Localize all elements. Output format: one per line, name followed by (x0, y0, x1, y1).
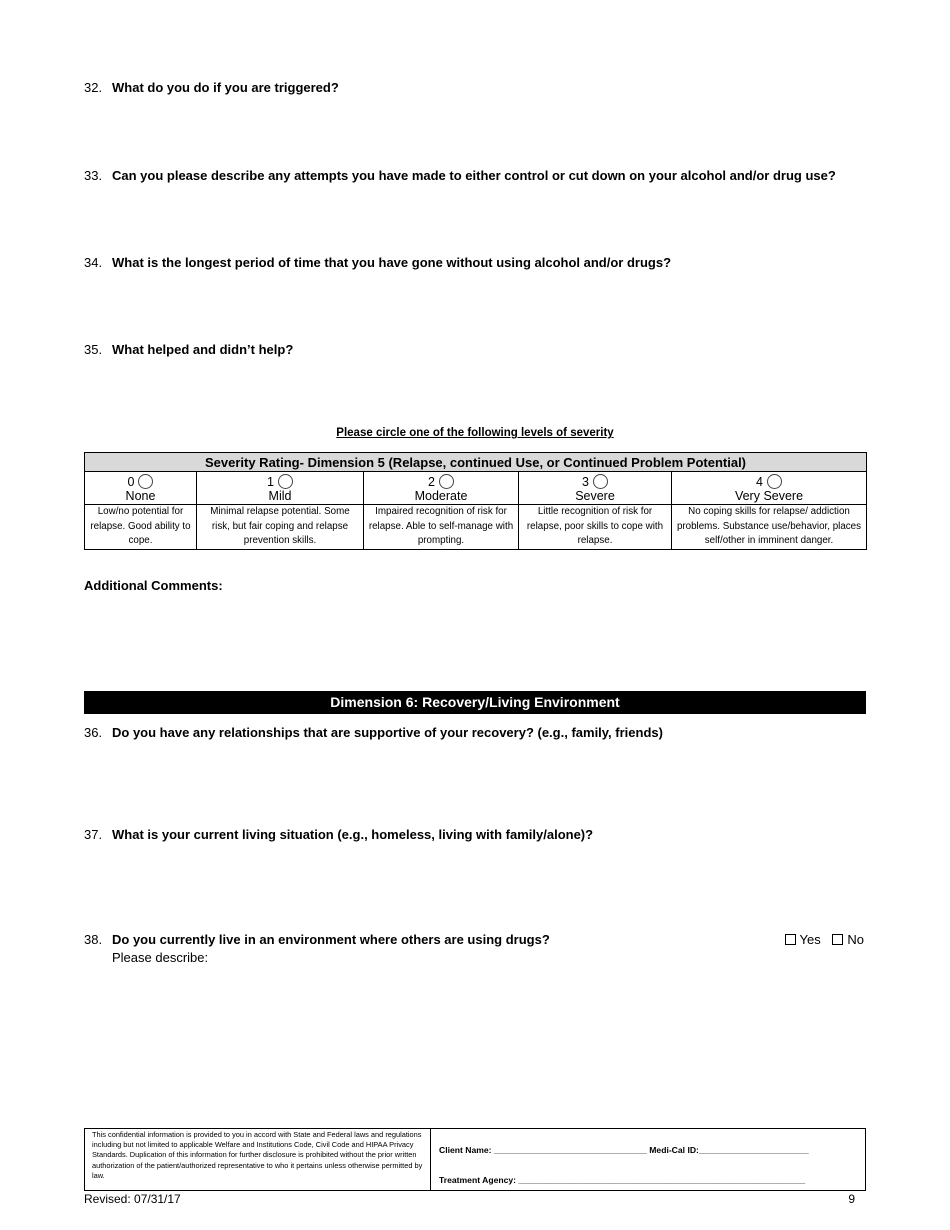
question-number: 35. (84, 342, 103, 357)
question-number: 37. (84, 827, 103, 842)
severity-level-1 (197, 472, 364, 505)
question-36 (84, 725, 663, 740)
question-text: What helped and didn’t help? (112, 342, 294, 357)
question-number: 34. (84, 255, 103, 270)
q38-no-option[interactable] (832, 932, 864, 947)
severity-description-4: No coping skills for relapse/ addiction problems. Substance use/behavior, places self/other in imminent danger. (672, 505, 867, 550)
severity-rating-table (84, 452, 867, 550)
severity-level-0 (85, 472, 197, 505)
severity-score: 4 (756, 475, 763, 489)
severity-level-3 (519, 472, 672, 505)
severity-instruction: Please circle one of the following levels of severity (336, 427, 614, 439)
q38-yes-option[interactable] (785, 932, 821, 947)
question-number: 33. (84, 168, 103, 183)
question-number: 38. (84, 932, 103, 947)
q38-yes-no (785, 932, 864, 947)
q38-yes-label: Yes (799, 932, 821, 947)
severity-score: 0 (127, 475, 135, 489)
checkbox-icon[interactable] (832, 934, 843, 945)
client-info-line (439, 1145, 809, 1155)
question-32 (84, 80, 339, 95)
severity-radio-0[interactable] (138, 474, 153, 489)
question-35 (84, 342, 293, 357)
question-33 (84, 168, 836, 183)
q38-no-label: No (847, 932, 864, 947)
severity-score: 2 (428, 475, 435, 489)
question-number: 36. (84, 725, 103, 740)
revised-date: Revised: 07/31/17 (84, 1192, 181, 1206)
question-text: Can you please describe any attempts you have made to either control or cut down on your alcohol and/or drug use? (112, 168, 836, 183)
severity-score: 1 (267, 475, 274, 489)
question-text: Do you currently live in an environment where others are using drugs? (112, 932, 550, 947)
page-number: 9 (848, 1192, 855, 1206)
severity-label: None (125, 489, 156, 503)
question-37 (84, 827, 593, 842)
additional-comments-label: Additional Comments: (84, 578, 223, 593)
client-name-field[interactable]: Client Name: ________________________________ (439, 1145, 647, 1155)
dimension6-header: Dimension 6: Recovery/Living Environment (84, 691, 866, 714)
severity-title: Severity Rating- Dimension 5 (Relapse, continued Use, or Continued Problem Potential) (85, 453, 867, 472)
severity-description-1: Minimal relapse potential. Some risk, but fair coping and relapse prevention skills. (197, 505, 364, 550)
treatment-agency-line (439, 1175, 805, 1185)
question-38 (84, 932, 550, 947)
question-text: What do you do if you are triggered? (112, 80, 339, 95)
question-34 (84, 255, 671, 270)
treatment-agency-field[interactable]: Treatment Agency: ____________________________________________________________ (439, 1175, 806, 1185)
severity-label: Very Severe (734, 489, 804, 503)
severity-description-0: Low/no potential for relapse. Good ability to cope. (85, 505, 197, 550)
medi-cal-id-field[interactable]: Medi-Cal ID:_______________________ (649, 1145, 809, 1155)
severity-radio-3[interactable] (593, 474, 608, 489)
severity-description-2: Impaired recognition of risk for relapse. Able to self-manage with prompting. (364, 505, 519, 550)
severity-label: Moderate (414, 489, 468, 503)
footer-box (84, 1128, 866, 1191)
severity-level-4 (672, 472, 867, 505)
question-text: What is your current living situation (e.g., homeless, living with family/alone)? (112, 827, 594, 842)
severity-label: Mild (268, 489, 292, 503)
checkbox-icon[interactable] (785, 934, 796, 945)
client-info (431, 1129, 865, 1190)
severity-label: Severe (575, 489, 615, 503)
question-text: Do you have any relationships that are supportive of your recovery? (e.g., family, friends) (112, 725, 663, 740)
severity-description-3: Little recognition of risk for relapse, poor skills to cope with relapse. (519, 505, 672, 550)
severity-score: 3 (582, 475, 589, 489)
confidentiality-notice: This confidential information is provided to you in accord with State and Federal laws and regulations including but not limited to applicable Welfare and Institutions Code, Civil Code and HIPAA Privacy Standards. Duplication of this information for further disclosure is prohibited without the prior written authorization of the patient/authorized representative to who it pertains unless otherwise permitted by law. (85, 1129, 431, 1190)
question-number: 32. (84, 80, 103, 95)
question-text: What is the longest period of time that you have gone without using alcohol and/or drugs? (112, 255, 672, 270)
q38-describe-label: Please describe: (112, 950, 209, 965)
severity-radio-2[interactable] (439, 474, 454, 489)
severity-radio-1[interactable] (278, 474, 293, 489)
severity-level-2 (364, 472, 519, 505)
severity-radio-4[interactable] (767, 474, 782, 489)
